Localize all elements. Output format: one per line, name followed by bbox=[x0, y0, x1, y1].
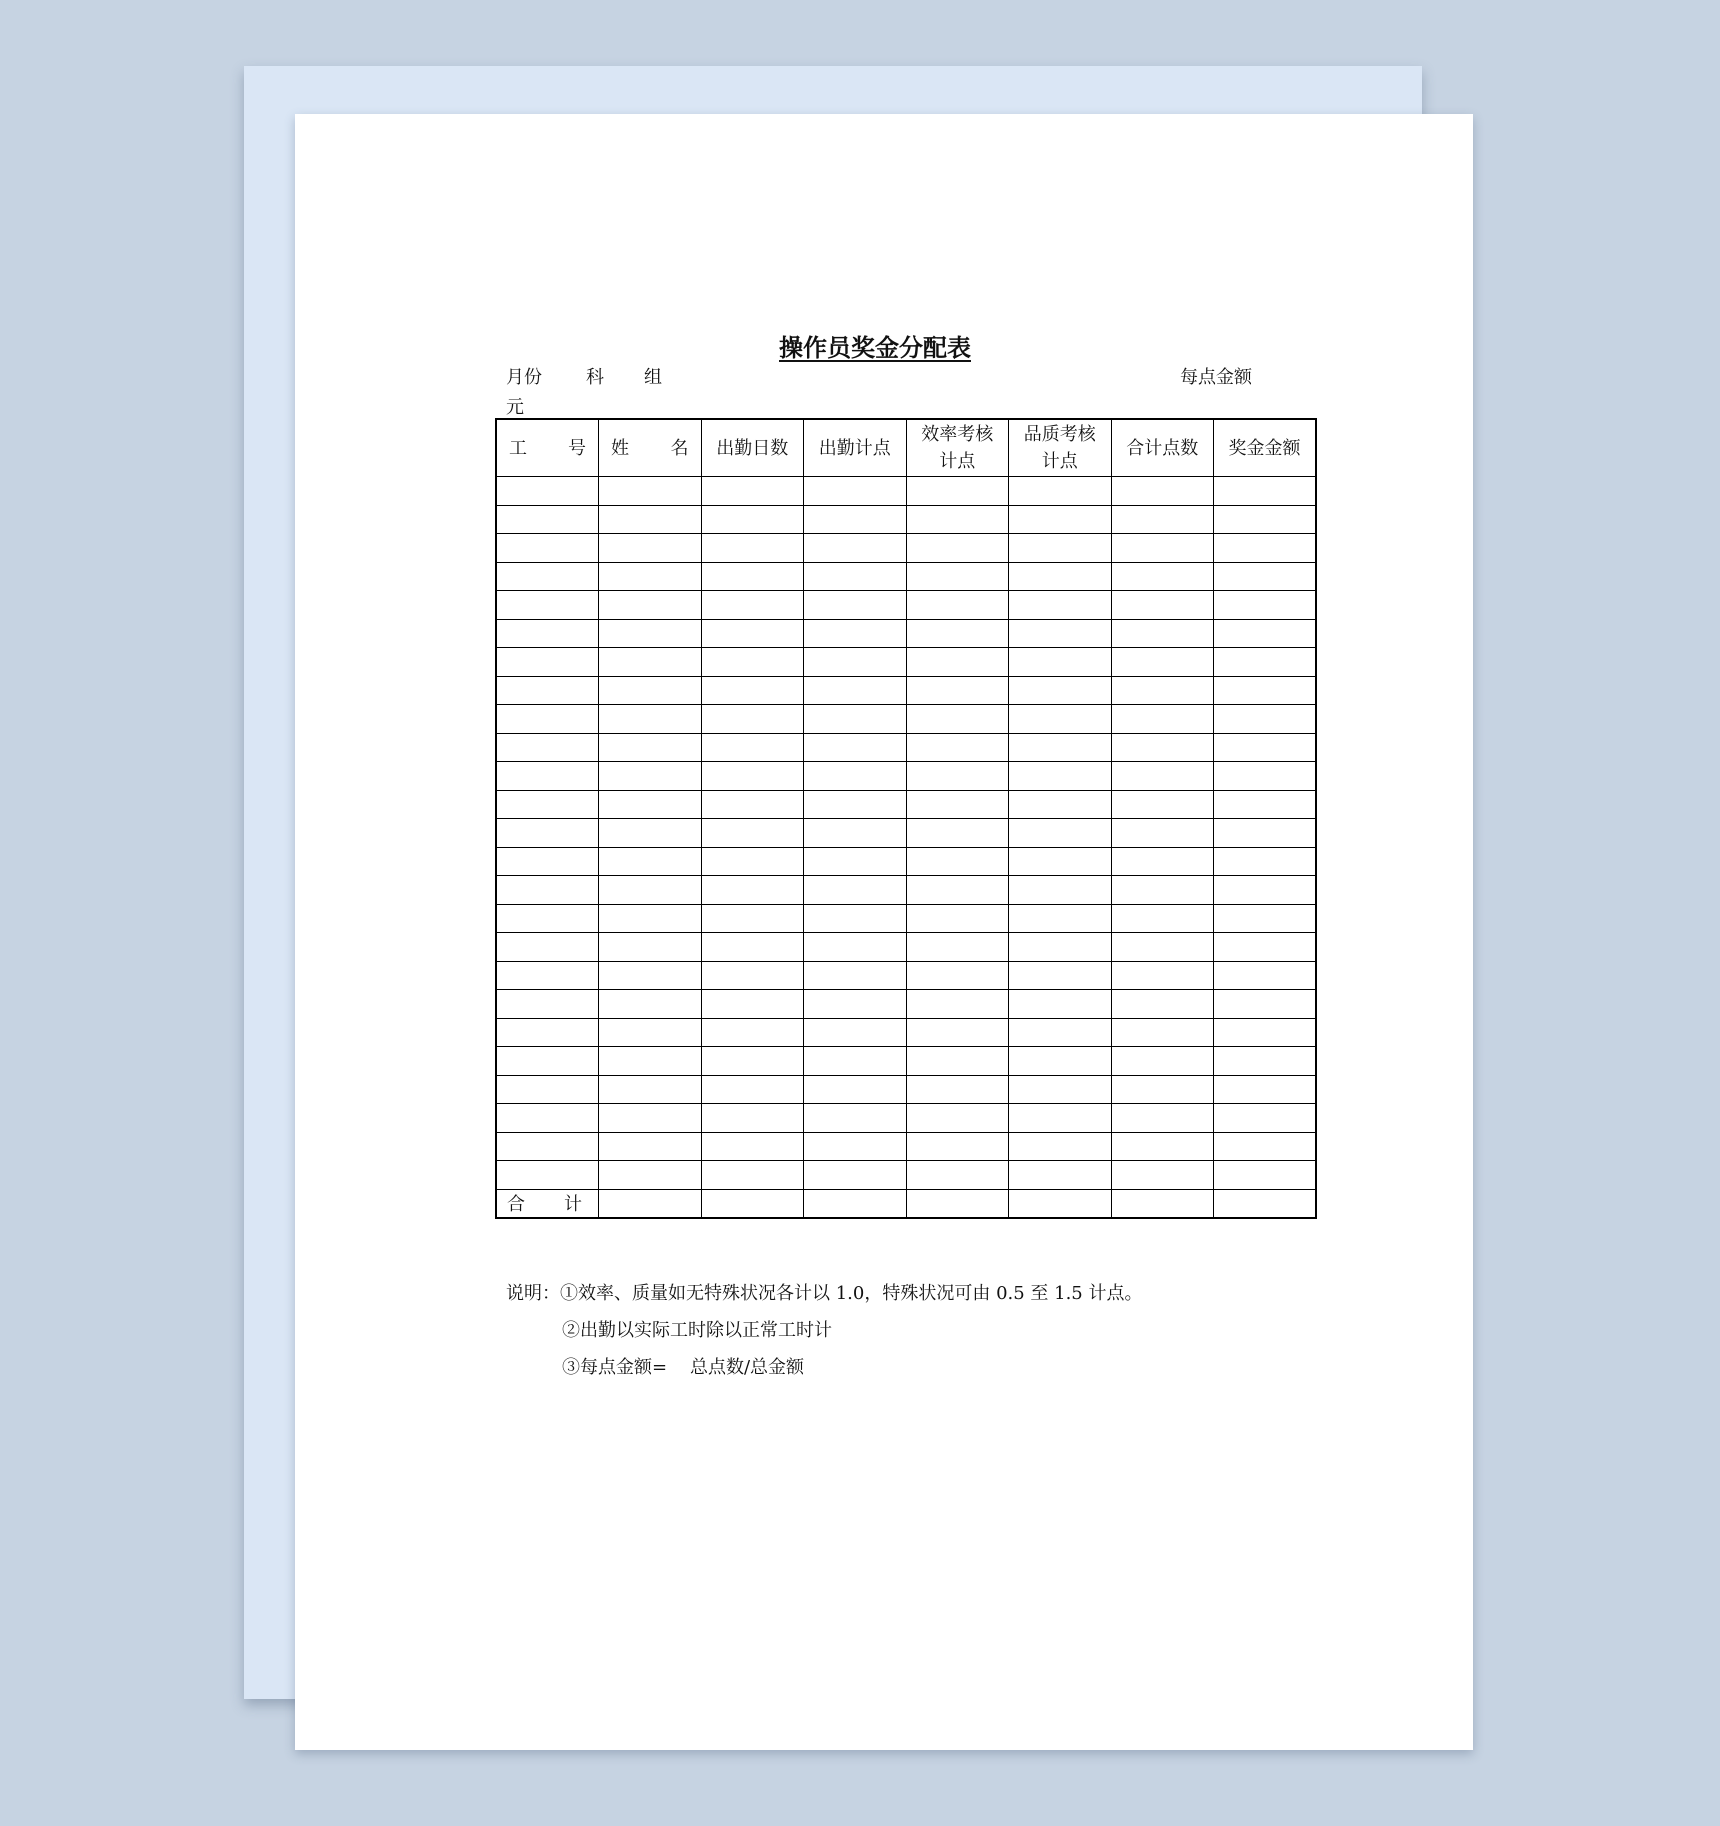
table-cell[interactable] bbox=[1214, 648, 1317, 677]
unit-label: 元 bbox=[506, 397, 524, 418]
table-cell[interactable] bbox=[701, 1075, 804, 1104]
table-cell[interactable] bbox=[804, 591, 907, 620]
table-row bbox=[496, 961, 1316, 990]
table-cell[interactable] bbox=[496, 1161, 599, 1190]
table-row bbox=[496, 790, 1316, 819]
table-cell[interactable] bbox=[1214, 1018, 1317, 1047]
table-row bbox=[496, 990, 1316, 1019]
table-row bbox=[496, 1075, 1316, 1104]
table-cell[interactable] bbox=[1009, 562, 1112, 591]
table-cell[interactable] bbox=[1214, 733, 1317, 762]
table-cell[interactable] bbox=[804, 876, 907, 905]
table-cell[interactable] bbox=[1214, 505, 1317, 534]
table-cell[interactable] bbox=[906, 904, 1009, 933]
notes-section bbox=[506, 1282, 1142, 1393]
table-cell[interactable] bbox=[1009, 505, 1112, 534]
table-cell[interactable] bbox=[1214, 1047, 1317, 1076]
table-cell[interactable] bbox=[599, 676, 702, 705]
table-cell[interactable] bbox=[1214, 1075, 1317, 1104]
table-cell[interactable] bbox=[599, 1104, 702, 1133]
table-cell[interactable] bbox=[599, 790, 702, 819]
table-cell[interactable] bbox=[1214, 790, 1317, 819]
table-cell[interactable] bbox=[1111, 1189, 1214, 1218]
table-cell[interactable] bbox=[1111, 819, 1214, 848]
table-cell[interactable] bbox=[1111, 648, 1214, 677]
table-row bbox=[496, 676, 1316, 705]
table-cell[interactable] bbox=[1214, 477, 1317, 506]
table-cell[interactable] bbox=[701, 990, 804, 1019]
document-page bbox=[295, 114, 1473, 1750]
table-row bbox=[496, 876, 1316, 905]
note-line-1: 说明：①效率、质量如无特殊状况各计以 1.0，特殊状况可由 0.5 至 1.5 计点。 bbox=[506, 1283, 1143, 1304]
table-cell[interactable] bbox=[906, 1161, 1009, 1190]
table-cell[interactable] bbox=[906, 676, 1009, 705]
table-cell[interactable] bbox=[701, 1189, 804, 1218]
table-cell[interactable] bbox=[1111, 1132, 1214, 1161]
table-cell[interactable] bbox=[804, 1018, 907, 1047]
table-cell[interactable] bbox=[906, 790, 1009, 819]
table-cell[interactable] bbox=[1111, 847, 1214, 876]
table-cell[interactable] bbox=[599, 819, 702, 848]
table-cell[interactable] bbox=[906, 933, 1009, 962]
table-cell[interactable] bbox=[599, 762, 702, 791]
table-cell[interactable] bbox=[599, 933, 702, 962]
table-cell[interactable] bbox=[1214, 705, 1317, 734]
table-cell[interactable] bbox=[804, 1189, 907, 1218]
table-cell[interactable] bbox=[1009, 705, 1112, 734]
table-cell[interactable] bbox=[599, 591, 702, 620]
table-cell[interactable] bbox=[804, 847, 907, 876]
table-cell[interactable] bbox=[599, 562, 702, 591]
table-cell[interactable] bbox=[599, 1047, 702, 1076]
table-cell[interactable] bbox=[1009, 1075, 1112, 1104]
table-cell[interactable] bbox=[804, 790, 907, 819]
table-cell[interactable] bbox=[496, 1075, 599, 1104]
table-cell[interactable] bbox=[1111, 933, 1214, 962]
table-cell[interactable] bbox=[1111, 676, 1214, 705]
table-cell[interactable] bbox=[599, 1161, 702, 1190]
table-cell[interactable] bbox=[701, 1104, 804, 1133]
table-row bbox=[496, 847, 1316, 876]
document-title: 操作员奖金分配表 bbox=[779, 334, 971, 362]
table-cell[interactable] bbox=[1111, 534, 1214, 563]
table-cell[interactable] bbox=[1111, 505, 1214, 534]
table-cell[interactable] bbox=[1111, 1075, 1214, 1104]
table-cell[interactable] bbox=[701, 705, 804, 734]
total-row bbox=[496, 1189, 1316, 1218]
table-cell[interactable] bbox=[1111, 1018, 1214, 1047]
table-cell[interactable] bbox=[701, 591, 804, 620]
table-cell[interactable] bbox=[804, 933, 907, 962]
table-cell[interactable] bbox=[496, 477, 599, 506]
table-cell[interactable] bbox=[1111, 705, 1214, 734]
table-cell[interactable] bbox=[496, 676, 599, 705]
header-name: 姓 名 bbox=[599, 419, 702, 477]
table-row bbox=[496, 1104, 1316, 1133]
table-row bbox=[496, 819, 1316, 848]
table-cell[interactable] bbox=[701, 790, 804, 819]
table-row bbox=[496, 1018, 1316, 1047]
header-quality-points: 品质考核计点 bbox=[1009, 419, 1112, 477]
table-cell[interactable] bbox=[701, 1018, 804, 1047]
table-cell[interactable] bbox=[1214, 1132, 1317, 1161]
note-line-2: ②出勤以实际工时除以正常工时计 bbox=[562, 1320, 832, 1341]
table-cell[interactable] bbox=[701, 1132, 804, 1161]
header-attendance-days: 出勤日数 bbox=[701, 419, 804, 477]
table-cell[interactable] bbox=[1111, 733, 1214, 762]
table-cell[interactable] bbox=[906, 1047, 1009, 1076]
table-cell[interactable] bbox=[1214, 1104, 1317, 1133]
table-cell[interactable] bbox=[906, 648, 1009, 677]
table-cell[interactable] bbox=[906, 1104, 1009, 1133]
table-cell[interactable] bbox=[906, 1189, 1009, 1218]
table-cell[interactable] bbox=[1214, 876, 1317, 905]
header-employee-id: 工 号 bbox=[496, 419, 599, 477]
table-cell[interactable] bbox=[1214, 1189, 1317, 1218]
table-row bbox=[496, 562, 1316, 591]
table-cell[interactable] bbox=[701, 1161, 804, 1190]
table-cell[interactable] bbox=[1009, 676, 1112, 705]
table-cell[interactable] bbox=[701, 904, 804, 933]
table-cell[interactable] bbox=[1009, 591, 1112, 620]
table-cell[interactable] bbox=[701, 733, 804, 762]
table-cell[interactable] bbox=[1009, 648, 1112, 677]
table-row bbox=[496, 534, 1316, 563]
section-label: 科 bbox=[586, 367, 604, 388]
table-cell[interactable] bbox=[496, 619, 599, 648]
table-cell[interactable] bbox=[1009, 1189, 1112, 1218]
table-cell[interactable] bbox=[496, 1047, 599, 1076]
table-row bbox=[496, 705, 1316, 734]
table-cell[interactable] bbox=[1111, 619, 1214, 648]
table-cell[interactable] bbox=[496, 562, 599, 591]
table-cell[interactable] bbox=[599, 733, 702, 762]
table-cell[interactable] bbox=[1111, 477, 1214, 506]
table-cell[interactable] bbox=[701, 1047, 804, 1076]
table-cell[interactable] bbox=[496, 847, 599, 876]
table-header-row bbox=[496, 419, 1316, 477]
table-cell[interactable] bbox=[599, 847, 702, 876]
table-cell[interactable] bbox=[1214, 534, 1317, 563]
table-cell[interactable] bbox=[804, 762, 907, 791]
table-cell[interactable] bbox=[1009, 904, 1112, 933]
table-cell[interactable] bbox=[1214, 676, 1317, 705]
table-cell[interactable] bbox=[804, 534, 907, 563]
table-cell[interactable] bbox=[1214, 762, 1317, 791]
table-cell[interactable] bbox=[496, 591, 599, 620]
table-cell[interactable] bbox=[496, 904, 599, 933]
table-row bbox=[496, 1161, 1316, 1190]
table-cell[interactable] bbox=[804, 1161, 907, 1190]
table-cell[interactable] bbox=[701, 562, 804, 591]
table-row bbox=[496, 1047, 1316, 1076]
table-cell[interactable] bbox=[1009, 961, 1112, 990]
table-cell[interactable] bbox=[1214, 562, 1317, 591]
table-cell[interactable] bbox=[906, 562, 1009, 591]
table-cell[interactable] bbox=[1214, 1161, 1317, 1190]
table-cell[interactable] bbox=[1214, 819, 1317, 848]
table-row bbox=[496, 619, 1316, 648]
group-label: 组 bbox=[644, 367, 662, 388]
table-cell[interactable] bbox=[701, 933, 804, 962]
table-cell[interactable] bbox=[1111, 562, 1214, 591]
table-cell[interactable] bbox=[701, 477, 804, 506]
table-cell[interactable] bbox=[701, 847, 804, 876]
table-cell[interactable] bbox=[804, 1075, 907, 1104]
table-cell[interactable] bbox=[1111, 1047, 1214, 1076]
table-cell[interactable] bbox=[804, 648, 907, 677]
table-row bbox=[496, 648, 1316, 677]
table-cell[interactable] bbox=[804, 904, 907, 933]
table-cell[interactable] bbox=[1111, 1104, 1214, 1133]
table-cell[interactable] bbox=[906, 705, 1009, 734]
table-cell[interactable] bbox=[496, 1018, 599, 1047]
table-cell[interactable] bbox=[599, 705, 702, 734]
table-cell[interactable] bbox=[804, 505, 907, 534]
table-cell[interactable] bbox=[496, 534, 599, 563]
table-cell[interactable] bbox=[599, 990, 702, 1019]
table-cell[interactable] bbox=[1009, 1104, 1112, 1133]
table-cell[interactable] bbox=[1111, 904, 1214, 933]
table-cell[interactable] bbox=[1214, 904, 1317, 933]
table-cell[interactable] bbox=[701, 648, 804, 677]
table-cell[interactable] bbox=[496, 505, 599, 534]
header-efficiency-points: 效率考核计点 bbox=[906, 419, 1009, 477]
table-cell[interactable] bbox=[599, 1132, 702, 1161]
table-cell[interactable] bbox=[599, 477, 702, 506]
month-label: 月份 bbox=[506, 367, 542, 388]
table-cell[interactable] bbox=[906, 591, 1009, 620]
table-cell[interactable] bbox=[906, 876, 1009, 905]
table-cell[interactable] bbox=[599, 1075, 702, 1104]
table-row bbox=[496, 733, 1316, 762]
table-cell[interactable] bbox=[496, 705, 599, 734]
table-cell[interactable] bbox=[1009, 733, 1112, 762]
table-cell[interactable] bbox=[1111, 790, 1214, 819]
table-cell[interactable] bbox=[906, 762, 1009, 791]
table-cell[interactable] bbox=[1009, 762, 1112, 791]
table-cell[interactable] bbox=[599, 961, 702, 990]
table-cell[interactable] bbox=[804, 562, 907, 591]
table-cell[interactable] bbox=[701, 505, 804, 534]
table-cell[interactable] bbox=[496, 762, 599, 791]
table-cell[interactable] bbox=[599, 1189, 702, 1218]
table-cell[interactable] bbox=[701, 534, 804, 563]
table-cell[interactable] bbox=[1214, 990, 1317, 1019]
header-bonus-amount: 奖金金额 bbox=[1214, 419, 1317, 477]
table-cell[interactable] bbox=[1009, 619, 1112, 648]
table-cell[interactable] bbox=[496, 990, 599, 1019]
table-cell[interactable] bbox=[906, 505, 1009, 534]
table-cell[interactable] bbox=[1009, 1047, 1112, 1076]
table-cell[interactable] bbox=[906, 534, 1009, 563]
table-cell[interactable] bbox=[804, 619, 907, 648]
table-cell[interactable] bbox=[906, 819, 1009, 848]
table-cell[interactable] bbox=[701, 676, 804, 705]
table-cell[interactable] bbox=[1009, 790, 1112, 819]
table-cell[interactable] bbox=[1214, 961, 1317, 990]
table-cell[interactable] bbox=[804, 1132, 907, 1161]
table-row bbox=[496, 1132, 1316, 1161]
header-attendance-points: 出勤计点 bbox=[804, 419, 907, 477]
table-cell[interactable] bbox=[701, 961, 804, 990]
table-cell[interactable] bbox=[1214, 933, 1317, 962]
table-cell[interactable] bbox=[1009, 876, 1112, 905]
bonus-allocation-table bbox=[495, 418, 1317, 1219]
table-cell[interactable] bbox=[804, 961, 907, 990]
table-cell[interactable] bbox=[1009, 990, 1112, 1019]
table-cell[interactable] bbox=[701, 819, 804, 848]
table-cell[interactable] bbox=[804, 477, 907, 506]
table-cell[interactable] bbox=[906, 847, 1009, 876]
table-cell[interactable] bbox=[804, 990, 907, 1019]
table-cell[interactable] bbox=[1009, 1161, 1112, 1190]
table-cell[interactable] bbox=[496, 876, 599, 905]
table-cell[interactable] bbox=[701, 619, 804, 648]
table-row bbox=[496, 904, 1316, 933]
header-total-points: 合计点数 bbox=[1111, 419, 1214, 477]
table-cell[interactable] bbox=[1214, 591, 1317, 620]
table-cell[interactable] bbox=[1214, 619, 1317, 648]
table-cell[interactable] bbox=[804, 733, 907, 762]
table-cell[interactable] bbox=[1009, 1018, 1112, 1047]
table-cell[interactable] bbox=[804, 676, 907, 705]
table-cell[interactable] bbox=[1009, 1132, 1112, 1161]
table-cell[interactable] bbox=[599, 505, 702, 534]
table-cell[interactable] bbox=[1009, 933, 1112, 962]
table-cell[interactable] bbox=[804, 819, 907, 848]
table-row bbox=[496, 933, 1316, 962]
table-cell[interactable] bbox=[599, 904, 702, 933]
total-row-label: 合 计 bbox=[496, 1189, 599, 1218]
table-cell[interactable] bbox=[496, 790, 599, 819]
table-cell[interactable] bbox=[701, 762, 804, 791]
table-cell[interactable] bbox=[906, 1132, 1009, 1161]
table-row bbox=[496, 505, 1316, 534]
table-cell[interactable] bbox=[1111, 961, 1214, 990]
table-cell[interactable] bbox=[1111, 762, 1214, 791]
table-row bbox=[496, 762, 1316, 791]
table-cell[interactable] bbox=[906, 990, 1009, 1019]
table-cell[interactable] bbox=[1111, 990, 1214, 1019]
table-cell[interactable] bbox=[701, 876, 804, 905]
table-body bbox=[496, 477, 1316, 1219]
table-cell[interactable] bbox=[906, 733, 1009, 762]
table-cell[interactable] bbox=[496, 733, 599, 762]
table-cell[interactable] bbox=[1009, 819, 1112, 848]
table-cell[interactable] bbox=[496, 961, 599, 990]
table-cell[interactable] bbox=[599, 648, 702, 677]
table-cell[interactable] bbox=[599, 534, 702, 563]
table-row bbox=[496, 591, 1316, 620]
table-cell[interactable] bbox=[1111, 876, 1214, 905]
table-cell[interactable] bbox=[599, 876, 702, 905]
table-cell[interactable] bbox=[906, 961, 1009, 990]
table-cell[interactable] bbox=[1009, 847, 1112, 876]
table-cell[interactable] bbox=[906, 1018, 1009, 1047]
table-cell[interactable] bbox=[496, 1104, 599, 1133]
table-cell[interactable] bbox=[599, 1018, 702, 1047]
table-cell[interactable] bbox=[804, 1104, 907, 1133]
table-row bbox=[496, 477, 1316, 506]
per-point-amount-label: 每点金额 bbox=[1180, 367, 1252, 388]
table-cell[interactable] bbox=[599, 619, 702, 648]
table-cell[interactable] bbox=[1111, 1161, 1214, 1190]
table-cell[interactable] bbox=[906, 1075, 1009, 1104]
table-cell[interactable] bbox=[906, 619, 1009, 648]
table-cell[interactable] bbox=[1214, 847, 1317, 876]
table-cell[interactable] bbox=[496, 648, 599, 677]
table-cell[interactable] bbox=[906, 477, 1009, 506]
table-cell[interactable] bbox=[1009, 534, 1112, 563]
table-cell[interactable] bbox=[1111, 591, 1214, 620]
table-cell[interactable] bbox=[804, 1047, 907, 1076]
table-cell[interactable] bbox=[496, 1132, 599, 1161]
note-line-3: ③每点金额= 总点数/总金额 bbox=[562, 1357, 805, 1378]
table-cell[interactable] bbox=[496, 933, 599, 962]
table-cell[interactable] bbox=[1009, 477, 1112, 506]
table-cell[interactable] bbox=[804, 705, 907, 734]
table-cell[interactable] bbox=[496, 819, 599, 848]
